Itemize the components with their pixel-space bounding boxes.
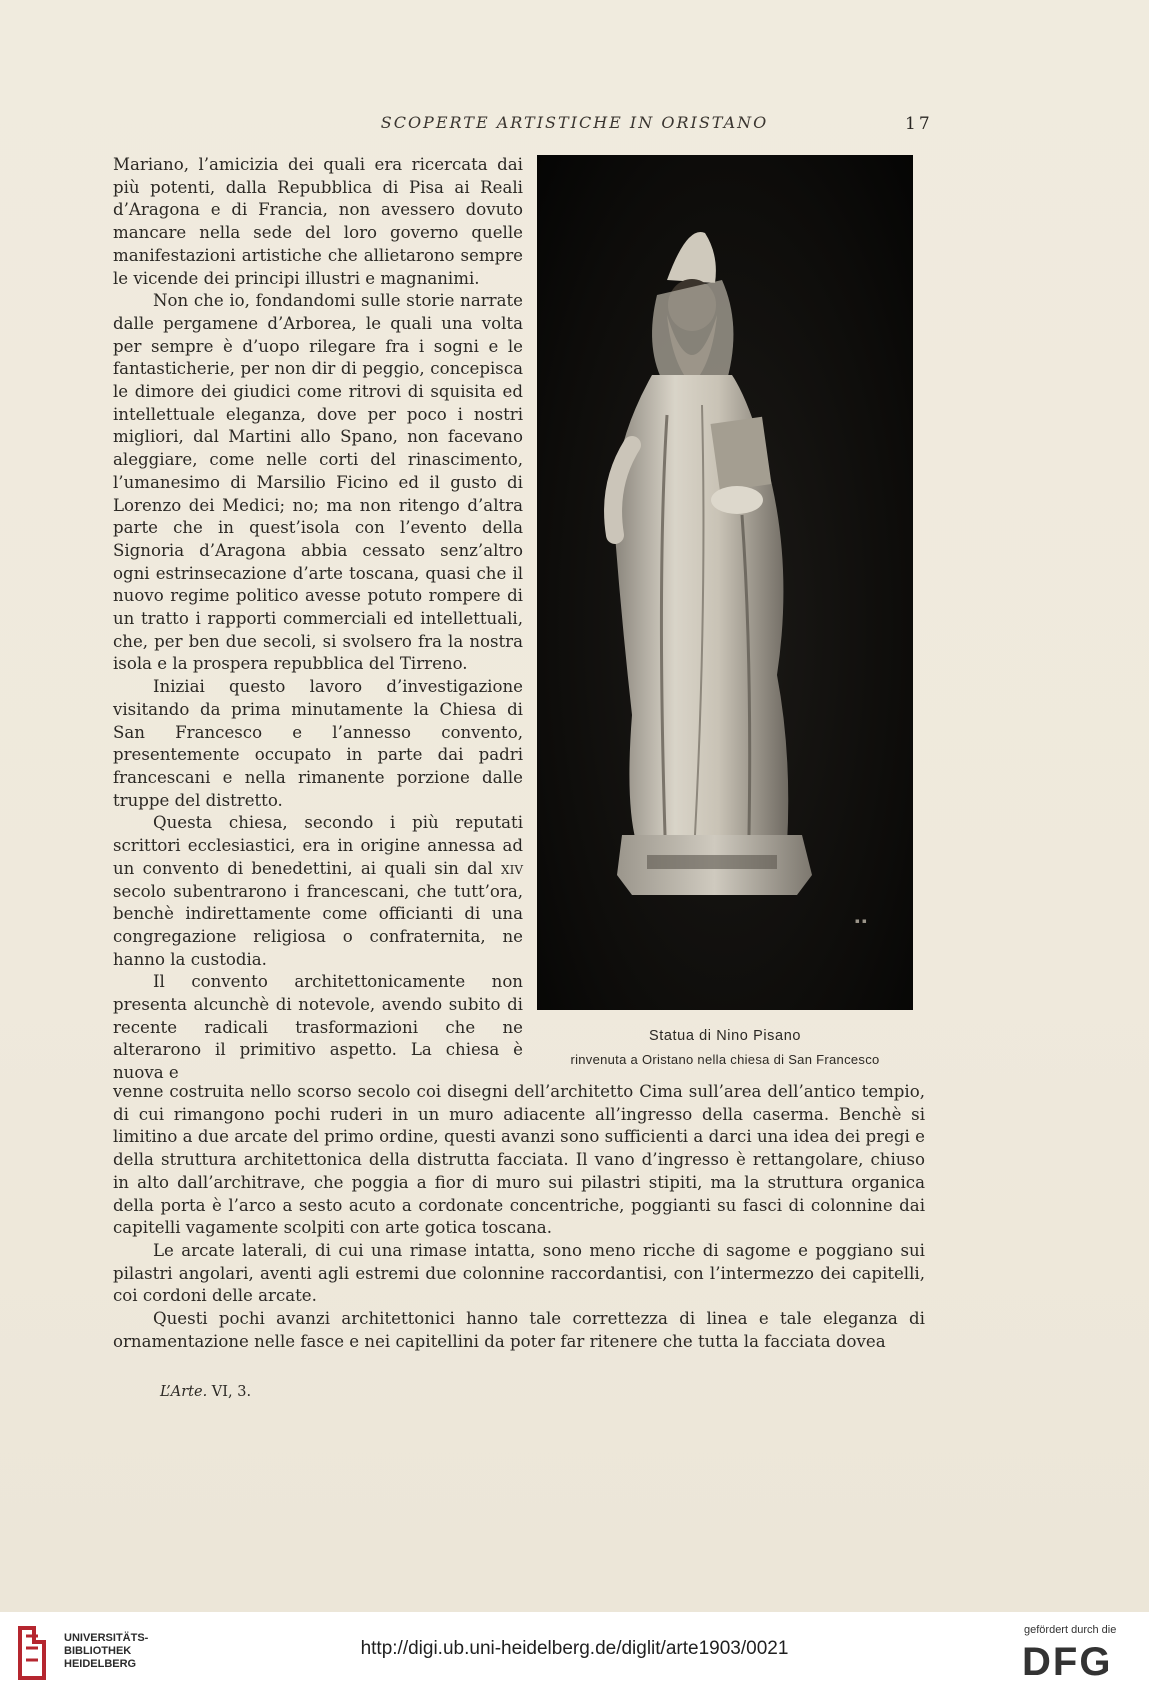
page-number: 17 bbox=[905, 114, 933, 134]
full-width-text bbox=[113, 1081, 925, 1353]
paragraph-part: Questa chiesa, secondo i più reputati scrittori ecclesiastici, era in origine annessa ad un convento di benedettini, ai quali sin dal bbox=[113, 813, 523, 878]
paragraph: Questi pochi avanzi architettonici hanno tale correttezza di linea e tale eleganza di ornamentazione nelle fasce e nei capitellini da poter far ritenere che tutta la facciata dovea bbox=[113, 1309, 925, 1351]
paragraph: Mariano, l’amicizia dei quali era ricercata dai più potenti, dalla Repubblica di Pisa ai Reali d’Aragona e di Francia, non avessero dovuto mancare nella sede del loro governo quelle manifestazioni artistiche che allietarono sempre le vicende dei principi illustri e magnanimi. bbox=[113, 155, 523, 288]
mitre bbox=[667, 232, 716, 283]
book bbox=[711, 417, 772, 492]
photographer-mark: ▪ ▪ bbox=[855, 917, 867, 925]
figure-caption-title: Statua di Nino Pisano bbox=[648, 1028, 802, 1044]
paragraph: Iniziai questo lavoro d’investigazione visitando da prima minutamente la Chiesa di San Francesco e l’annesso convento, presentemente occupato in parte dai padri francescani e nella rimanente porzione dalle truppe del distretto. bbox=[113, 677, 523, 810]
century-numeral: xiv bbox=[501, 858, 523, 878]
paragraph bbox=[113, 812, 523, 971]
paragraph: Il convento architettonicamente non presenta alcunchè di notevole, avendo subito di recente radicali trasformazioni che ne alterarono il primitivo aspetto. La chiesa è nuova e bbox=[113, 972, 523, 1083]
running-head: SCOPERTE ARTISTICHE IN ORISTANO bbox=[380, 113, 769, 132]
page-signature bbox=[160, 1384, 251, 1400]
funding-label: gefördert durch die bbox=[1024, 1624, 1117, 1636]
library-line: BIBLIOTHEK bbox=[64, 1645, 132, 1657]
statue-image bbox=[537, 155, 913, 1010]
paragraph: venne costruita nello scorso secolo coi disegni dell’architetto Cima sull’area dell’antico tempio, di cui rimangono pochi ruderi in un muro adiacente all’ingresso della caserma. Benchè si limitino a due arcate del primo ordine, questi avanzi sono sufficienti a darci una idea dei pregi e della struttura architettonica della distrutta facciata. Il vano d’ingresso è rettangolare, chiuso in alto dall’architrave, che poggia a fior di muro sui pilastri stipiti, ma la struttura organica della porta è l’arco a sesto acuto a cordonate concentriche, poggianti su fasci di colonnine dai capitelli vagamente scolpiti con arte gotica toscana. bbox=[113, 1082, 925, 1238]
left-column-text bbox=[113, 154, 523, 1085]
library-line: UNIVERSITÄTS- bbox=[64, 1632, 149, 1644]
volume-number: VI, 3. bbox=[211, 1384, 252, 1400]
figure-caption-subtitle: rinvenuta a Oristano nella chiesa di San Francesco bbox=[570, 1052, 880, 1067]
paragraph: Non che io, fondandomi sulle storie narrate dalle pergamene d’Arborea, le quali una volta per sempre è d’uopo rilegare fra i sogni e le fantasticherie, per non dir di peggio, concepisca le dimore dei giudici come ritrovi di squisita ed intellettuale eleganza, dove per poco i nostri migliori, dal Martini allo Spano, non facevano aleggiare, come nelle corti del rinascimento, l’umanesimo di Marsilio Ficino ed il gusto di Lorenzo dei Medici; no; ma non ritengo d’altra parte che in quest’isola con l’evento della Signoria d’Aragona abbia cessato senz’altro ogni estrinsecazione d’arte toscana, quasi che il nuovo regime politico avesse potuto rompere di un tratto i rapporti commerciali ed intellettuali, che, per ben due secoli, si svolsero fra la nostra isola e la prospera repubblica del Tirreno. bbox=[113, 291, 523, 674]
library-line: HEIDELBERG bbox=[64, 1658, 137, 1670]
paragraph-part: secolo subentrarono i francescani, che tutt’ora, benchè indirettamente come officianti di una congregazione religiosa o confraternita, ne hanno la custodia. bbox=[113, 881, 523, 969]
journal-name: L’Arte. bbox=[160, 1384, 208, 1400]
dfg-logo: DFG bbox=[1022, 1640, 1113, 1684]
paragraph: Le arcate laterali, di cui una rimase intatta, sono meno ricche di sagome e poggiano sui pilastri angolari, aventi agli estremi due colonnine raccordantisi, con l’intermezzo dei capitelli, coi cordoni delle arcate. bbox=[113, 1240, 925, 1306]
source-url-link[interactable]: http://digi.ub.uni-heidelberg.de/diglit/arte1903/0021 bbox=[360, 1638, 789, 1659]
statue-photograph bbox=[537, 155, 913, 1010]
